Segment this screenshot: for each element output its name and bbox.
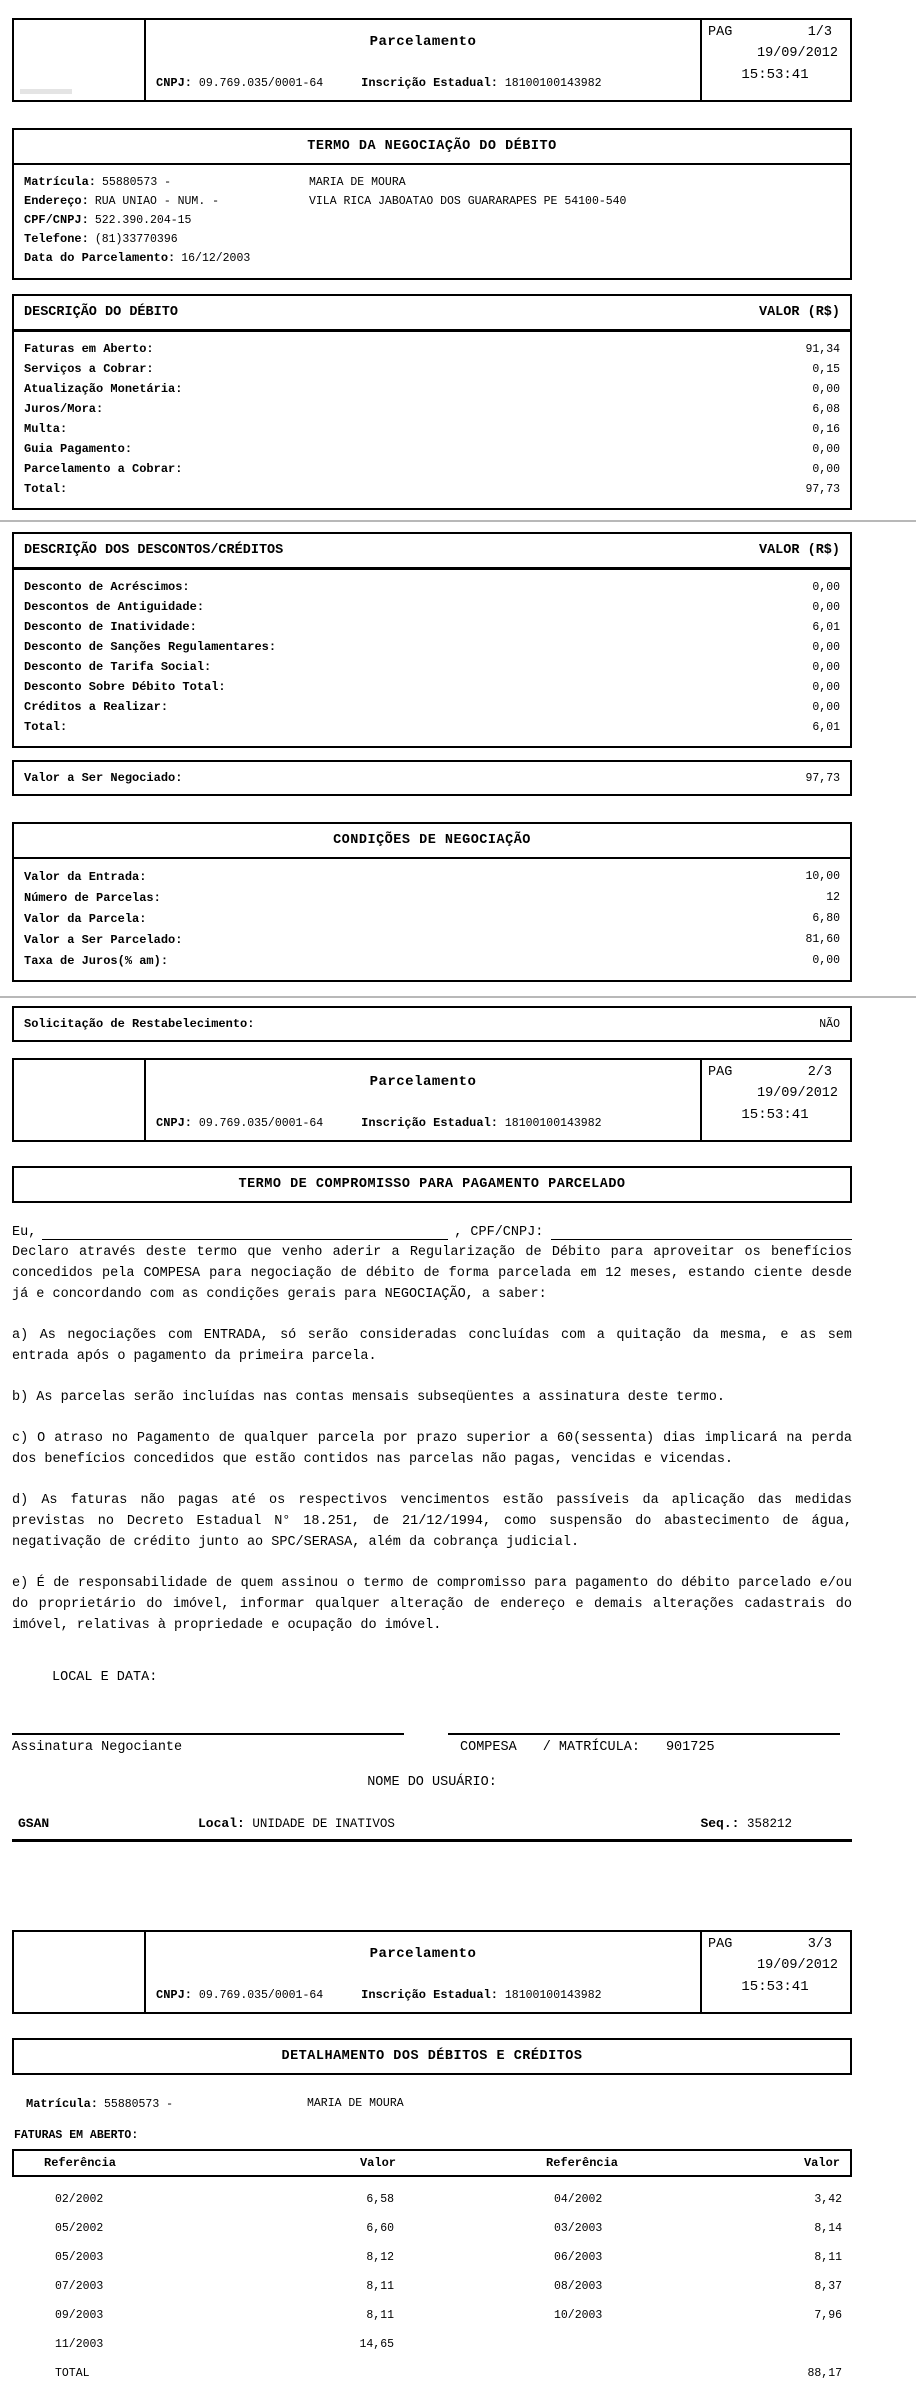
field-row	[24, 211, 840, 230]
valor-1: 6,60	[366, 2222, 394, 2235]
page3-header	[12, 1930, 852, 2014]
table-row	[12, 2301, 852, 2330]
cnpj-value: 09.769.035/0001-64	[198, 1117, 324, 1130]
table-row	[24, 617, 840, 637]
descontos-title: DESCRIÇÃO DOS DESCONTOS/CRÉDITOS	[24, 543, 284, 558]
separator	[0, 520, 916, 522]
assinatura-label: Assinatura Negociante	[12, 1740, 183, 1755]
row-value: 0,00	[812, 640, 840, 654]
col-header-valor-1: Valor	[359, 2156, 396, 2170]
field-label: Matrícula:	[24, 175, 97, 189]
local-label: Local:	[198, 1816, 245, 1831]
valor-1: 14,65	[359, 2338, 394, 2351]
condicoes-section	[12, 822, 852, 982]
cnpj-value: 09.769.035/0001-64	[198, 77, 324, 90]
referencia-1: 02/2002	[55, 2193, 104, 2206]
row-label: Taxa de Juros(% am):	[24, 953, 169, 968]
row-label: Serviços a Cobrar:	[24, 362, 154, 376]
separator	[0, 996, 916, 998]
col-header-referencia-2: Referência	[546, 2156, 619, 2170]
row-value: 0,00	[812, 954, 840, 967]
cnpj-line	[156, 1116, 690, 1130]
field-value-2: VILA RICA JABOATAO DOS GUARARAPES PE 54100-540	[309, 195, 627, 208]
compesa-signature	[448, 1733, 840, 1755]
valor-negociado-row	[12, 760, 852, 796]
row-label: Número de Parcelas:	[24, 890, 161, 905]
table-row	[24, 677, 840, 697]
table-row	[24, 399, 840, 419]
valor-2: 8,14	[814, 2222, 842, 2235]
field-label: Telefone:	[24, 232, 89, 246]
row-value: 12	[826, 891, 840, 904]
condicoes-rows	[14, 859, 850, 980]
row-label: Desconto de Inatividade:	[24, 620, 197, 634]
descontos-valor-header: VALOR (R$)	[758, 543, 840, 558]
valor-1: 8,12	[366, 2251, 394, 2264]
table-row	[12, 2185, 852, 2214]
compromisso-title-box	[12, 1166, 852, 1203]
declaration-intro: Declaro através deste termo que venho aderir a Regularização de Débito para aproveitar os benefícios concedidos pela COMPESA para negociação de débito de forma parcelada em 12 meses, estando ciente desde já e concordando com as condições gerais para NEGOCIAÇÃO, a saber:	[12, 1245, 852, 1302]
condicoes-title: CONDIÇÕES DE NEGOCIAÇÃO	[14, 824, 850, 859]
valor-2: 3,42	[814, 2193, 842, 2206]
ie-value: 18100100143982	[504, 77, 602, 90]
faturas-section-label: FATURAS EM ABERTO:	[14, 2129, 139, 2142]
faturas-table-header	[12, 2149, 852, 2177]
solicitacao-value: NÃO	[819, 1017, 840, 1031]
cnpj-label: CNPJ:	[156, 1988, 193, 2002]
cpf-fill-line	[551, 1224, 852, 1240]
table-row	[24, 887, 840, 908]
referencia-2: 06/2003	[554, 2251, 603, 2264]
debito-valor-header: VALOR (R$)	[758, 305, 840, 320]
ie-value: 18100100143982	[504, 1117, 602, 1130]
row-value: 81,60	[805, 933, 840, 946]
solicitacao-label: Solicitação de Restabelecimento:	[24, 1017, 255, 1031]
print-time: 15:53:41	[741, 67, 809, 83]
table-row	[24, 908, 840, 929]
termo-negociacao-section	[12, 128, 852, 280]
field-label: Endereço:	[24, 194, 89, 208]
row-label: Desconto Sobre Débito Total:	[24, 680, 226, 694]
row-label: Faturas em Aberto:	[24, 342, 154, 356]
field-value: (81)33770396	[94, 233, 178, 246]
solicitacao-row	[12, 1006, 852, 1042]
page-info	[700, 1932, 850, 2012]
table-row	[24, 459, 840, 479]
table-row	[24, 929, 840, 950]
field-value: 55880573 -	[102, 176, 172, 189]
valor-1: 6,58	[366, 2193, 394, 2206]
col-header-valor-2: Valor	[803, 2156, 840, 2170]
referencia-1: 05/2003	[55, 2251, 104, 2264]
descontos-rows	[14, 570, 850, 746]
descontos-section	[12, 532, 852, 748]
detalhamento-title: DETALHAMENTO DOS DÉBITOS E CRÉDITOS	[281, 2049, 583, 2064]
document-title: Parcelamento	[369, 34, 477, 50]
signature-row	[12, 1733, 852, 1755]
referencia-1: 05/2002	[55, 2222, 104, 2235]
row-label: Juros/Mora:	[24, 402, 104, 416]
row-value: 97,73	[805, 482, 840, 496]
gsan-footer	[12, 1816, 852, 1842]
print-date: 19/09/2012	[756, 46, 838, 61]
referencia-2: 03/2003	[554, 2222, 603, 2235]
row-label: Créditos a Realizar:	[24, 700, 169, 714]
row-label: Desconto de Sanções Regulamentares:	[24, 640, 277, 654]
cnpj-line	[156, 76, 690, 90]
field-label: Data do Parcelamento:	[24, 251, 176, 265]
valor-1: 8,11	[366, 2309, 394, 2322]
table-row	[24, 717, 840, 737]
clause-paragraph: e) É de responsabilidade de quem assinou o termo de compromisso para pagamento do débito parcelado e/ou do proprietário do imóvel, informar qualquer alteração de endereço e demais alterações cadastrais do imóvel, relativas à propriedade e ocupação do imóvel.	[12, 1576, 852, 1633]
field-value: RUA UNIAO - NUM. -	[94, 195, 220, 208]
field-value: 16/12/2003	[181, 252, 251, 265]
ie-label: Inscrição Estadual:	[361, 1116, 498, 1130]
row-label: Descontos de Antiguidade:	[24, 600, 205, 614]
print-time: 15:53:41	[741, 1979, 809, 1995]
table-row	[12, 2214, 852, 2243]
compesa-label: COMPESA	[460, 1740, 517, 1755]
compromisso-title: TERMO DE COMPROMISSO PARA PAGAMENTO PARCELADO	[238, 1177, 626, 1192]
total-value: 88,17	[807, 2367, 842, 2380]
table-row	[24, 637, 840, 657]
table-row	[24, 379, 840, 399]
page-number: 1/3	[807, 25, 832, 40]
referencia-2: 08/2003	[554, 2280, 603, 2293]
cnpj-label: CNPJ:	[156, 1116, 193, 1130]
row-label: Desconto de Tarifa Social:	[24, 660, 212, 674]
debito-rows	[14, 332, 850, 508]
document	[12, 0, 852, 2388]
col-header-referencia-1: Referência	[44, 2156, 117, 2170]
debito-section	[12, 294, 852, 510]
logo-area	[14, 1932, 146, 2012]
row-value: 0,15	[812, 362, 840, 376]
print-time: 15:53:41	[741, 1107, 809, 1123]
row-value: 0,00	[812, 700, 840, 714]
name-fill-line	[42, 1224, 448, 1240]
row-value: 0,00	[812, 600, 840, 614]
logo-watermark	[20, 89, 72, 94]
cnpj-line	[156, 1988, 690, 2002]
row-label: Atualização Monetária:	[24, 382, 183, 396]
row-value: 0,00	[812, 660, 840, 674]
table-row	[24, 577, 840, 597]
matricula-line	[12, 2095, 852, 2113]
row-value: 0,00	[812, 580, 840, 594]
negotiator-signature	[12, 1733, 404, 1755]
ie-label: Inscrição Estadual:	[361, 1988, 498, 2002]
field-row	[24, 192, 840, 211]
valor-2: 7,96	[814, 2309, 842, 2322]
valor-negociado-label: Valor a Ser Negociado:	[24, 771, 183, 785]
clause-paragraph: a) As negociações com ENTRADA, só serão consideradas concluídas com a quitação da mesma, e as sem entrada após o pagamento da primeira parcela.	[12, 1328, 852, 1364]
matricula-label: Matrícula:	[26, 2097, 99, 2111]
detalhamento-title-box	[12, 2038, 852, 2075]
table-row	[24, 439, 840, 459]
document-title: Parcelamento	[369, 1074, 477, 1090]
page-info	[700, 1060, 850, 1140]
print-date: 19/09/2012	[756, 1086, 838, 1101]
logo-area	[14, 1060, 146, 1140]
clauses	[12, 1325, 852, 1636]
valor-2: 8,37	[814, 2280, 842, 2293]
table-row	[24, 339, 840, 359]
row-label: Valor da Entrada:	[24, 869, 147, 884]
logo-area	[14, 20, 146, 100]
table-row	[24, 866, 840, 887]
page-number: 3/3	[807, 1937, 832, 1952]
pag-label: PAG	[708, 1937, 733, 1952]
valor-1: 8,11	[366, 2280, 394, 2293]
faturas-table-body	[12, 2177, 852, 2359]
row-value: 6,01	[812, 720, 840, 734]
row-value: 0,00	[812, 680, 840, 694]
gsan-brand: GSAN	[18, 1816, 50, 1831]
field-label: CPF/CNPJ:	[24, 213, 89, 227]
table-row	[12, 2272, 852, 2301]
field-value: 522.390.204-15	[94, 214, 192, 227]
matricula-label: / MATRÍCULA:	[542, 1740, 640, 1755]
row-label: Valor da Parcela:	[24, 911, 147, 926]
row-value: 6,80	[812, 912, 840, 925]
row-label: Desconto de Acréscimos:	[24, 580, 190, 594]
table-row	[12, 2243, 852, 2272]
table-row	[24, 657, 840, 677]
row-value: 0,00	[812, 462, 840, 476]
row-value: 91,34	[805, 342, 840, 356]
ie-label: Inscrição Estadual:	[361, 76, 498, 90]
valor-2: 8,11	[814, 2251, 842, 2264]
table-row	[24, 479, 840, 499]
page2-header	[12, 1058, 852, 1142]
row-value: 0,16	[812, 422, 840, 436]
row-value: 6,08	[812, 402, 840, 416]
field-value-2: MARIA DE MOURA	[309, 176, 406, 189]
row-label: Total:	[24, 482, 68, 496]
referencia-1: 07/2003	[55, 2280, 104, 2293]
row-label: Multa:	[24, 422, 68, 436]
matricula-value: 55880573 -	[104, 2098, 174, 2111]
referencia-1: 11/2003	[55, 2338, 104, 2351]
customer-fields	[14, 165, 850, 278]
referencia-2: 10/2003	[554, 2309, 603, 2322]
seq-label: Seq.:	[700, 1816, 740, 1831]
clause-paragraph: c) O atraso no Pagamento de qualquer parcela por prazo superior a 60(sessenta) dias implicará na perda dos benefícios concedidos que estão contidos nas parcelas não pagas, vencidas e vicendas.	[12, 1431, 852, 1467]
page-info	[700, 20, 850, 100]
local-data-label: LOCAL E DATA:	[52, 1670, 158, 1685]
row-value: 10,00	[805, 870, 840, 883]
row-label: Valor a Ser Parcelado:	[24, 932, 183, 947]
row-value: 0,00	[812, 442, 840, 456]
row-label: Parcelamento a Cobrar:	[24, 462, 183, 476]
field-row	[24, 230, 840, 249]
referencia-1: 09/2003	[55, 2309, 104, 2322]
document-title: Parcelamento	[369, 1946, 477, 1962]
pag-label: PAG	[708, 25, 733, 40]
clause-paragraph: b) As parcelas serão incluídas nas contas mensais subseqüentes a assinatura deste termo.	[12, 1390, 725, 1405]
page1-header	[12, 18, 852, 102]
cpf-label: , CPF/CNPJ:	[454, 1225, 544, 1240]
field-row	[24, 173, 840, 192]
nome-usuario-label: NOME DO USUÁRIO:	[367, 1775, 497, 1790]
section-title: TERMO DA NEGOCIAÇÃO DO DÉBITO	[14, 130, 850, 165]
table-row	[24, 359, 840, 379]
total-row	[12, 2359, 852, 2388]
print-date: 19/09/2012	[756, 1958, 838, 1973]
row-value: 6,01	[812, 620, 840, 634]
valor-negociado-value: 97,73	[805, 771, 840, 785]
referencia-2: 04/2002	[554, 2193, 603, 2206]
clause-paragraph: d) As faturas não pagas até os respectivos vencimentos estão passíveis da aplicação das medidas previstas no Decreto Estadual N° 18.251, de 21/12/1994, como suspensão do abastecimento de água, negativação de crédito junto ao SPC/SERASA, além da cobrança judicial.	[12, 1493, 852, 1550]
eu-label: Eu,	[12, 1225, 37, 1240]
signatory-line	[12, 1219, 852, 1240]
cnpj-value: 09.769.035/0001-64	[198, 1989, 324, 2002]
table-row	[24, 950, 840, 971]
local-value: UNIDADE DE INATIVOS	[252, 1817, 395, 1831]
page-number: 2/3	[807, 1065, 832, 1080]
cnpj-label: CNPJ:	[156, 76, 193, 90]
table-row	[24, 419, 840, 439]
row-value: 0,00	[812, 382, 840, 396]
table-row	[24, 697, 840, 717]
table-row	[12, 2330, 852, 2359]
debito-title: DESCRIÇÃO DO DÉBITO	[24, 305, 178, 320]
row-label: Total:	[24, 720, 68, 734]
seq-value: 358212	[746, 1817, 792, 1831]
total-label: TOTAL	[55, 2367, 90, 2380]
row-label: Guia Pagamento:	[24, 442, 133, 456]
owner-name: MARIA DE MOURA	[307, 2097, 404, 2110]
ie-value: 18100100143982	[504, 1989, 602, 2002]
pag-label: PAG	[708, 1065, 733, 1080]
field-row	[24, 249, 840, 268]
matricula-value: 901725	[665, 1740, 715, 1755]
table-row	[24, 597, 840, 617]
